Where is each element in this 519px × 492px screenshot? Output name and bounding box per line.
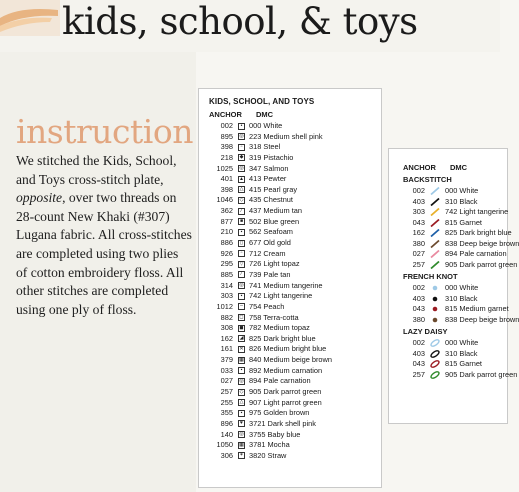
- stitch-row: [389, 304, 509, 314]
- dmc-color-name: 415 Pearl gray: [249, 184, 298, 194]
- key-row: [205, 238, 381, 249]
- key-row: [205, 408, 381, 419]
- anchor-number: 162: [220, 333, 233, 343]
- chart-symbol-icon: ■: [239, 218, 244, 225]
- dmc-color-name: 741 Medium tangerine: [249, 280, 323, 290]
- key-row: [205, 302, 381, 313]
- dmc-color-name: 726 Light topaz: [249, 259, 300, 269]
- dmc-color-name: 907 Light parrot green: [249, 397, 322, 407]
- stitch-row: [389, 314, 519, 325]
- chart-symbol-icon: ◻: [239, 314, 244, 321]
- chart-symbol-icon: ▦: [239, 356, 244, 363]
- anchor-number: 255: [220, 397, 233, 407]
- dmc-color-name: 3820 Straw: [249, 450, 287, 460]
- key-row: [205, 195, 381, 206]
- stitch-row: [389, 197, 509, 207]
- chart-symbol-icon: ◇: [239, 388, 244, 395]
- anchor-number: 380: [412, 238, 425, 248]
- dmc-color-name: 825 Dark bright blue: [445, 228, 512, 237]
- anchor-number: 027: [220, 376, 233, 386]
- anchor-column-header: ANCHOR: [209, 110, 242, 119]
- dmc-color-name: 742 Light tangerine: [445, 207, 509, 216]
- anchor-number: 161: [220, 344, 233, 354]
- anchor-number: 043: [412, 217, 425, 227]
- key-row: [205, 440, 381, 451]
- lazy-daisy-loop-icon: [429, 360, 441, 368]
- stitch-row: [389, 338, 509, 348]
- key-row: [205, 227, 381, 238]
- anchor-number: 043: [412, 304, 425, 313]
- dmc-color-name: 000 White: [249, 121, 283, 130]
- key-title: KIDS, SCHOOL, AND TOYS: [209, 97, 315, 106]
- key-row: [205, 164, 381, 175]
- chart-symbol-icon: ◎: [239, 431, 244, 438]
- chart-symbol-icon: ▪: [238, 410, 245, 417]
- stitch-row: [389, 349, 509, 359]
- chart-symbol-icon: ▯: [238, 240, 245, 247]
- key-row: [205, 142, 381, 153]
- anchor-number: 1050: [216, 440, 233, 450]
- key-row: [205, 313, 381, 324]
- stitch-row: [389, 259, 518, 270]
- key-row: [205, 259, 381, 270]
- dmc-color-name: 310 Black: [445, 196, 478, 206]
- key-row: [205, 355, 381, 366]
- chart-symbol-icon: •: [238, 123, 245, 130]
- side-anchor-header: ANCHOR: [403, 163, 436, 172]
- chart-symbol-icon: ◼: [239, 324, 244, 331]
- dmc-color-name: 758 Terra-cotta: [249, 312, 299, 322]
- instruction-emphasis: opposite: [16, 190, 63, 206]
- key-row: [205, 153, 381, 164]
- chart-symbol-icon: –: [238, 303, 245, 310]
- anchor-number: 257: [220, 387, 233, 397]
- key-rows: [205, 121, 381, 462]
- backstitch-line-icon: [429, 229, 441, 237]
- chart-symbol-icon: ▪: [238, 367, 245, 374]
- chart-symbol-icon: ✕: [239, 345, 244, 352]
- anchor-number: 314: [220, 280, 233, 290]
- anchor-number: 403: [412, 293, 425, 303]
- anchor-number: 033: [220, 365, 233, 375]
- anchor-number: 303: [220, 291, 233, 301]
- dmc-color-name: 838 Deep beige brown: [445, 314, 519, 324]
- chart-symbol-icon: ▫: [238, 144, 245, 151]
- stitch-section-title: FRENCH KNOT: [403, 272, 458, 281]
- dmc-color-name: 905 Dark parrot green: [445, 259, 518, 269]
- anchor-number: 162: [412, 228, 425, 237]
- anchor-number: 926: [220, 248, 233, 258]
- dmc-color-name: 742 Light tangerine: [249, 291, 313, 301]
- french-knot-dot-icon: [429, 295, 441, 303]
- side-dmc-header: DMC: [450, 163, 468, 172]
- key-row: [205, 270, 381, 281]
- key-row: [205, 174, 381, 185]
- dmc-color-name: 562 Seafoam: [249, 227, 293, 237]
- key-row: [205, 206, 381, 217]
- dmc-color-name: 502 Blue green: [249, 216, 300, 226]
- lazy-daisy-loop-icon: [429, 350, 441, 358]
- key-row: [205, 334, 381, 345]
- key-row: [205, 376, 381, 387]
- anchor-number: 885: [220, 269, 233, 279]
- chart-symbol-icon: ▫: [238, 250, 245, 257]
- chart-symbol-icon: △: [239, 399, 244, 406]
- key-row: [205, 451, 381, 462]
- chart-symbol-icon: ◎: [239, 282, 244, 289]
- anchor-number: 882: [220, 312, 233, 322]
- key-row: [205, 291, 381, 302]
- chart-symbol-icon: ◆: [239, 154, 244, 161]
- chart-symbol-icon: ▪: [238, 293, 245, 300]
- chart-symbol-icon: ▪: [238, 229, 245, 236]
- key-row: [205, 398, 381, 409]
- dmc-color-name: 000 White: [445, 283, 479, 292]
- anchor-number: 218: [220, 152, 233, 162]
- dmc-color-name: 815 Garnet: [445, 217, 482, 227]
- instruction-text-1: We stitched the Kids, School, and Toys cross-stitch plate,: [16, 153, 177, 187]
- dmc-color-name: 892 Medium carnation: [249, 365, 323, 375]
- anchor-number: 306: [220, 450, 233, 460]
- dmc-color-name: 825 Dark bright blue: [249, 333, 316, 343]
- key-row: [205, 121, 381, 132]
- key-row: [205, 132, 381, 143]
- dmc-color-name: 815 Garnet: [445, 359, 482, 368]
- key-row: [205, 217, 381, 228]
- dmc-color-name: 894 Pale carnation: [445, 249, 507, 258]
- dmc-color-name: 413 Pewter: [249, 174, 287, 184]
- lazy-daisy-loop-icon: [429, 371, 441, 379]
- anchor-number: 886: [220, 238, 233, 248]
- anchor-number: 308: [220, 323, 233, 333]
- key-column-headers: [209, 110, 273, 119]
- dmc-color-name: 782 Medium topaz: [249, 323, 310, 333]
- key-row: [205, 185, 381, 196]
- chart-symbol-icon: △: [239, 186, 244, 193]
- dmc-color-name: 3781 Mocha: [249, 440, 290, 450]
- dmc-color-name: 826 Medium bright blue: [249, 344, 327, 354]
- stitch-row: [389, 359, 509, 369]
- anchor-number: 380: [412, 314, 425, 324]
- dmc-color-name: 905 Dark parrot green: [445, 369, 518, 379]
- instruction-heading: instruction: [16, 112, 193, 151]
- stitch-row: [389, 228, 512, 238]
- chart-symbol-icon: ◎: [239, 377, 244, 384]
- anchor-number: 002: [412, 186, 425, 195]
- dmc-color-name: 905 Dark parrot green: [249, 387, 322, 397]
- chart-symbol-icon: ▦: [239, 441, 244, 448]
- dmc-color-name: 318 Steel: [249, 142, 281, 152]
- chart-symbol-icon: ▽: [239, 260, 244, 267]
- dmc-color-name: 894 Pale carnation: [249, 376, 311, 386]
- anchor-number: 257: [412, 259, 425, 269]
- key-row: [205, 323, 381, 334]
- french-knot-dot-icon: [429, 316, 441, 324]
- chart-symbol-icon: ◎: [239, 133, 244, 140]
- stitch-row: [389, 283, 509, 293]
- anchor-number: 210: [220, 227, 233, 237]
- anchor-number: 257: [412, 369, 425, 379]
- key-row: [205, 419, 381, 430]
- backstitch-line-icon: [429, 208, 441, 216]
- anchor-number: 895: [220, 131, 233, 141]
- stitch-row: [389, 249, 509, 259]
- anchor-number: 896: [220, 418, 233, 428]
- anchor-number: 027: [412, 249, 425, 258]
- key-row: [205, 249, 381, 260]
- stitch-row: [389, 207, 509, 217]
- dmc-color-name: 435 Chestnut: [249, 195, 293, 205]
- chart-symbol-icon: ◇: [239, 196, 244, 203]
- key-row: [205, 366, 381, 377]
- dmc-color-name: 838 Deep beige brown: [445, 238, 519, 248]
- anchor-number: 1012: [216, 301, 233, 311]
- side-key-column-headers: [403, 163, 467, 172]
- french-knot-dot-icon: [429, 284, 441, 292]
- anchor-number: 355: [220, 408, 233, 418]
- stitch-row: [389, 238, 519, 249]
- dmc-color-name: 437 Medium tan: [249, 206, 302, 216]
- backstitch-line-icon: [429, 261, 441, 269]
- anchor-number: 002: [412, 283, 425, 292]
- backstitch-line-icon: [429, 250, 441, 258]
- dmc-color-name: 3755 Baby blue: [249, 429, 301, 439]
- page-title: kids, school, & toys: [62, 0, 418, 43]
- stitch-row: [389, 218, 509, 228]
- chart-symbol-icon: ◎: [239, 165, 244, 172]
- stitch-row: [389, 294, 509, 304]
- dmc-color-name: 975 Golden brown: [249, 408, 310, 418]
- dmc-color-name: 319 Pistachio: [249, 152, 294, 162]
- dmc-color-name: 310 Black: [445, 348, 478, 358]
- dmc-color-name: 347 Salmon: [249, 163, 289, 173]
- anchor-number: 002: [220, 121, 233, 130]
- chart-symbol-icon: ⁄: [238, 208, 245, 215]
- anchor-number: 403: [412, 196, 425, 206]
- stitch-row: [389, 369, 518, 380]
- corner-illustration: [0, 0, 60, 36]
- backstitch-line-icon: [429, 219, 441, 227]
- chart-symbol-icon: ⁄: [238, 271, 245, 278]
- key-row: [205, 387, 381, 398]
- anchor-number: 877: [220, 216, 233, 226]
- backstitch-line-icon: [429, 187, 441, 195]
- anchor-number: 1046: [216, 195, 233, 205]
- dmc-color-name: 739 Pale tan: [249, 269, 291, 279]
- anchor-number: 303: [412, 207, 425, 216]
- anchor-number: 398: [220, 142, 233, 152]
- dmc-color-name: 223 Medium shell pink: [249, 131, 323, 141]
- key-row: [205, 281, 381, 292]
- chart-symbol-icon: ✶: [239, 452, 244, 459]
- dmc-color-name: 815 Medium garnet: [445, 304, 509, 313]
- dmc-color-name: 3721 Dark shell pink: [249, 418, 316, 428]
- dmc-color-name: 000 White: [445, 338, 479, 347]
- dmc-color-name: 677 Old gold: [249, 238, 291, 248]
- anchor-number: 398: [220, 184, 233, 194]
- chart-symbol-icon: ♥: [238, 420, 245, 427]
- lazy-daisy-loop-icon: [429, 339, 441, 347]
- chart-symbol-icon: ◢: [239, 335, 244, 342]
- anchor-number: 1025: [216, 163, 233, 173]
- color-key-panel: [198, 88, 382, 488]
- instruction-paragraph: [16, 152, 192, 319]
- stitch-key-panel: [388, 148, 519, 424]
- dmc-color-name: 840 Medium beige brown: [249, 355, 332, 365]
- stitch-section-title: LAZY DAISY: [403, 327, 448, 336]
- dmc-color-name: 754 Peach: [249, 301, 285, 311]
- anchor-number: 043: [412, 359, 425, 368]
- dmc-color-name: 712 Cream: [249, 248, 286, 258]
- dmc-column-header: DMC: [256, 110, 274, 119]
- french-knot-dot-icon: [429, 305, 441, 313]
- key-row: [205, 430, 381, 441]
- dmc-color-name: 000 White: [445, 186, 479, 195]
- anchor-number: 140: [220, 429, 233, 439]
- anchor-number: 403: [412, 348, 425, 358]
- anchor-number: 379: [220, 355, 233, 365]
- anchor-number: 295: [220, 259, 233, 269]
- backstitch-line-icon: [429, 240, 441, 248]
- dmc-color-name: 310 Black: [445, 293, 478, 303]
- backstitch-line-icon: [429, 198, 441, 206]
- anchor-number: 362: [220, 206, 233, 216]
- anchor-number: 002: [412, 338, 425, 347]
- anchor-number: 401: [220, 174, 233, 184]
- instruction-text-2: , over two threads on 28-count New Khaki (#307) Lugana fabric. All cross-stitches are completed using two plies of cotton embroidery floss. All other stitches are completed using one ply of floss.: [16, 190, 192, 317]
- stitch-section-title: BACKSTITCH: [403, 175, 452, 184]
- stitch-row: [389, 186, 509, 196]
- chart-symbol-icon: ▲: [239, 175, 244, 182]
- key-row: [205, 344, 381, 355]
